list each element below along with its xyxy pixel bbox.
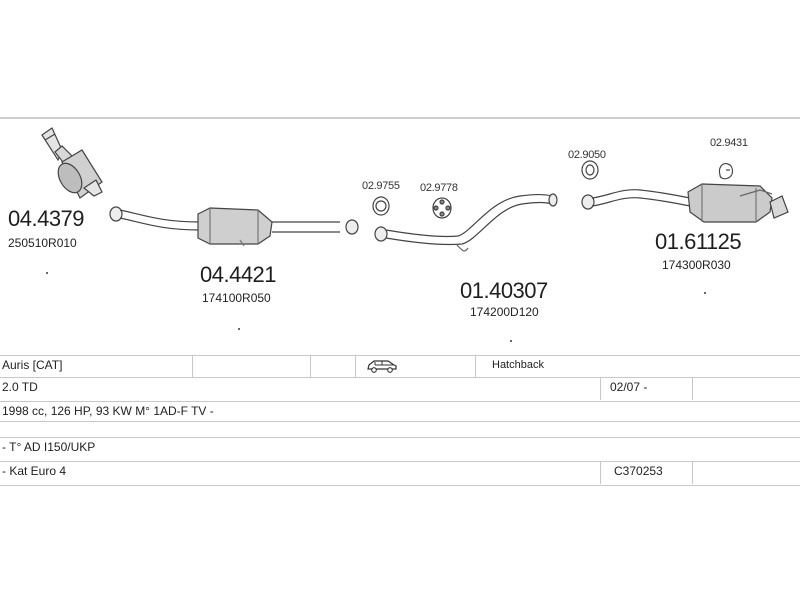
accessory-code-gasket: 02.9755 bbox=[362, 180, 400, 192]
vehicle-model: Auris [CAT] bbox=[2, 358, 63, 372]
engine-type: 2.0 TD bbox=[2, 380, 38, 394]
transmission-info: - T° AD I150/UKP bbox=[2, 440, 96, 454]
hanger-shape bbox=[719, 164, 732, 179]
oem-number-middle-pipe: 174200D120 bbox=[470, 305, 539, 319]
part-code-rear-silencer: 01.61125 bbox=[655, 229, 742, 254]
part-code-middle-pipe: 01.40307 bbox=[460, 278, 548, 303]
accessory-code-clamp: 02.9778 bbox=[420, 182, 458, 194]
marker-dot bbox=[46, 272, 48, 274]
middle-pipe-shape bbox=[375, 194, 557, 251]
body-type: Hatchback bbox=[492, 359, 544, 371]
catalog-code: C370253 bbox=[614, 464, 663, 478]
table-row-spacer bbox=[0, 421, 800, 436]
table-row-model bbox=[0, 355, 800, 378]
table-bottom-border bbox=[0, 485, 800, 486]
accessory-code-rear-gasket: 02.9050 bbox=[568, 149, 606, 161]
table-row-transmission bbox=[0, 437, 800, 460]
front-catalyst-shape bbox=[42, 128, 102, 198]
rear-silencer-shape bbox=[582, 184, 788, 222]
table-row-engine bbox=[0, 377, 800, 400]
hatchback-car-icon bbox=[366, 358, 398, 374]
rear-gasket-shape bbox=[582, 161, 598, 179]
oem-number-front-pipe: 174100R050 bbox=[202, 291, 271, 305]
engine-specs: 1998 cc, 126 HP, 93 KW M° 1AD-F TV - bbox=[2, 404, 214, 418]
front-pipe-shape bbox=[110, 207, 358, 246]
marker-dot bbox=[704, 292, 706, 294]
clamp-ring-shape bbox=[433, 198, 451, 218]
oem-number-front-catalyst: 250510R010 bbox=[8, 236, 77, 250]
oem-number-rear-silencer: 174300R030 bbox=[662, 258, 731, 272]
marker-dot bbox=[510, 340, 512, 342]
part-code-front-catalyst: 04.4379 bbox=[8, 206, 85, 231]
marker-dot bbox=[238, 328, 240, 330]
table-row-emission bbox=[0, 461, 800, 484]
part-code-front-pipe: 04.4421 bbox=[200, 262, 277, 287]
gasket-ring-shape bbox=[373, 197, 389, 215]
emission-standard: - Kat Euro 4 bbox=[2, 464, 67, 478]
production-date: 02/07 - bbox=[610, 380, 648, 394]
accessory-code-hanger: 02.9431 bbox=[710, 137, 748, 149]
